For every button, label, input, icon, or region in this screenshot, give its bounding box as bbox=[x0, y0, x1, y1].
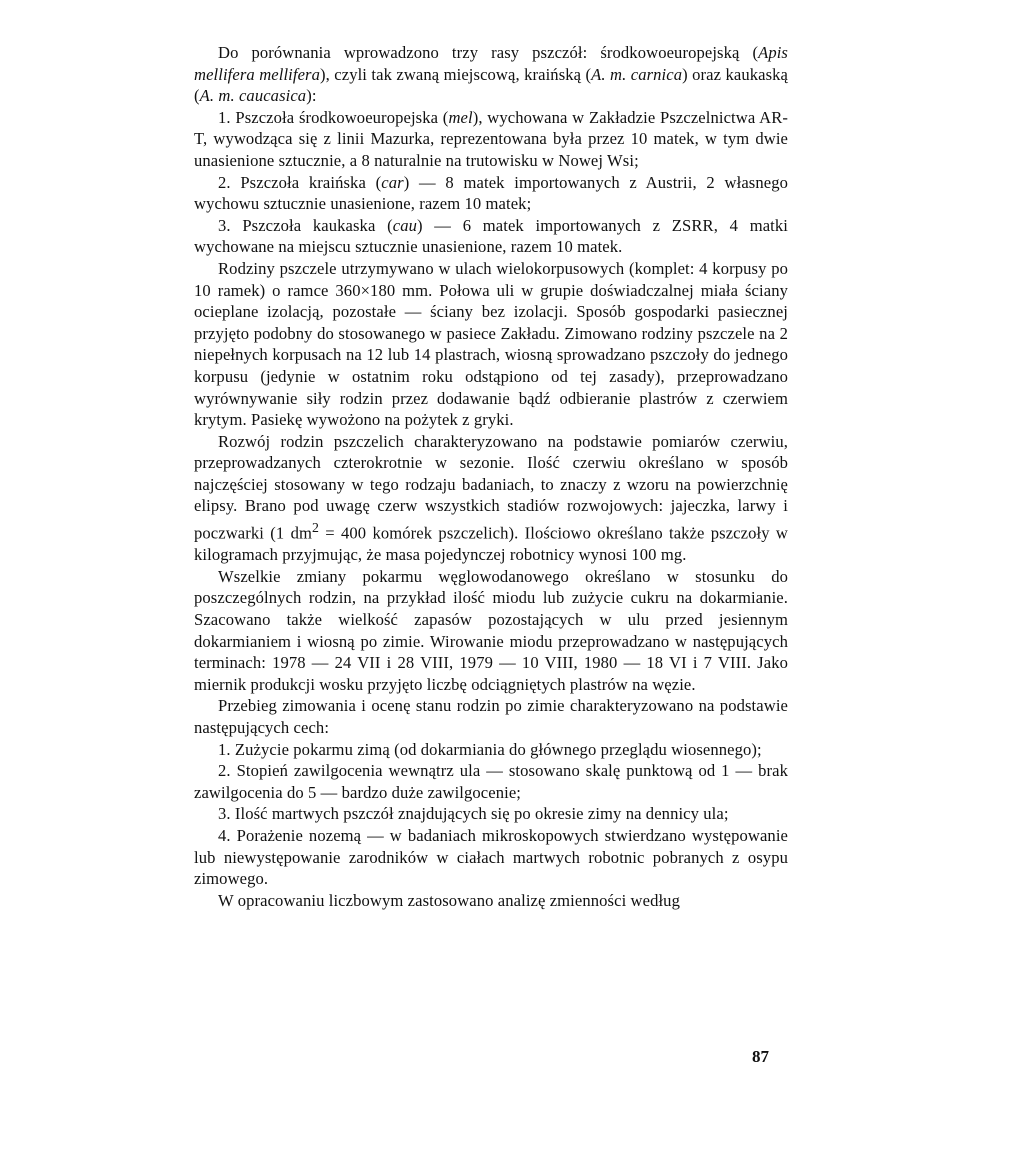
paragraph-breeds-intro bbox=[194, 42, 788, 107]
latin-name: A. m. carnica bbox=[591, 64, 683, 84]
text-run: ) oraz kaukaską ( bbox=[194, 64, 789, 106]
body-text bbox=[194, 42, 788, 911]
text-run: = 400 komórek pszczelich). Ilościowo określano także pszczoły w kilogramach przyjmując, że masa pojedynczej robotnicy wynosi 100 mg. bbox=[194, 523, 788, 565]
paragraph-food: Wszelkie zmiany pokarmu węglowodanowego określano w stosunku do poszczególnych rodzin, na przykład ilość miodu lub zużycie cukru na dokarmianie. Szacowano także wielkość zapasów pozostających w ulu przed jesiennym dokarmianiem i wiosną po zimie. Wirowanie miodu przeprowadzano w następujących terminach: 1978 — 24 VII i 28 VIII, 1979 — 10 VIII, 1980 — 18 VI i 7 VIII. Jako miernik produkcji wosku przyjęto liczbę odciągniętych plastrów na węzie. bbox=[194, 566, 788, 694]
text-run: 1. Pszczoła środkowoeuropejska ( bbox=[218, 107, 449, 127]
paragraph-trait-3: 3. Ilość martwych pszczół znajdujących się po okresie zimy na dennicy ula; bbox=[218, 804, 729, 824]
text-run: ) — 8 matek importowanych z Austrii, 2 własnego wychowu sztucznie unasienione, razem 10 matek; bbox=[194, 172, 788, 214]
breed-abbrev: cau bbox=[392, 215, 417, 235]
paragraph-analysis: W opracowaniu liczbowym zastosowano analizę zmienności według bbox=[218, 890, 680, 910]
text-run: ), wychowana w Zakładzie Pszczelnictwa AR-T, wywodząca się z linii Mazurka, reprezentowana była przez 10 matek, w tym dwie unasienione sztucznie, a 8 naturalnie na trutowisku w Nowej Wsi; bbox=[194, 107, 788, 170]
paragraph-breed-2 bbox=[194, 172, 788, 215]
paragraph-trait-1: 1. Zużycie pokarmu zimą (od dokarmiania do głównego przeglądu wiosennego); bbox=[218, 739, 762, 759]
paragraph-trait-2: 2. Stopień zawilgocenia wewnątrz ula — stosowano skalę punktową od 1 — brak zawilgocenia do 5 — bardzo duże zawilgocenie; bbox=[194, 761, 788, 802]
paragraph-breed-3 bbox=[194, 215, 788, 258]
text-run: 2. Pszczoła kraińska ( bbox=[218, 172, 382, 192]
superscript: 2 bbox=[311, 520, 319, 536]
paragraph-brood bbox=[194, 431, 788, 566]
text-run: ): bbox=[306, 86, 317, 106]
text-run: Do porównania wprowadzono trzy rasy pszczół: środkowoeuropejską ( bbox=[218, 43, 759, 62]
page-content bbox=[194, 42, 788, 911]
paragraph-hives: Rodziny pszczele utrzymywano w ulach wielokorpusowych (komplet: 4 korpusy po 10 ramek) o ramce 360×180 mm. Połowa uli w grupie doświadczalnej miała ściany ocieplane izolacją, pozostałe — ściany bez izolacji. Sposób gospodarki pasiecznej przyjęto podobny do stosowanego w pasiece Zakładu. Zimowano rodziny pszczele na 2 niepełnych korpusach na 12 lub 14 plastrach, wiosną sprowadzano pszczoły do jednego korpusu (jedynie w ostatnim roku odstąpiono od tej zasady), przeprowadzano wyrównywanie siły rodzin przez dodawanie bądź odbieranie plastrów z czerwiem krytym. Pasiekę wywożono na pożytek z gryki. bbox=[194, 258, 788, 430]
breed-abbrev: car bbox=[381, 172, 404, 192]
page-number: 87 bbox=[752, 1047, 769, 1066]
breed-abbrev: mel bbox=[448, 107, 473, 127]
text-run: ), czyli tak zwaną miejscową, kraińską ( bbox=[320, 64, 592, 84]
paragraph-trait-4: 4. Porażenie nozemą — w badaniach mikroskopowych stwierdzano występowanie lub niewystępowanie zarodników w ciałach martwych robotnic pobranych z osypu zimowego. bbox=[194, 825, 788, 889]
latin-name: Apis mellifera mellifera bbox=[194, 43, 788, 84]
paragraph-wintering: Przebieg zimowania i ocenę stanu rodzin po zimie charakteryzowano na podstawie następujących cech: bbox=[194, 696, 788, 737]
text-run: Rozwój rodzin pszczelich charakteryzowano na podstawie pomiarów czerwiu, przeprowadzanych czterokrotnie w sezonie. Ilość czerwiu określano w sposób najczęściej stosowany w tego rodzaju badaniach, to znaczy z wzoru na powierzchnię elipsy. Brano pod uwagę czerw wszystkich stadiów rozwojowych: jajeczka, larwy i poczwarki (1 dm bbox=[194, 431, 788, 543]
latin-name: A. m. caucasica bbox=[199, 86, 307, 106]
paragraph-breed-1 bbox=[194, 107, 788, 172]
text-run: 3. Pszczoła kaukaska ( bbox=[218, 215, 393, 235]
text-run: ) — 6 matek importowanych z ZSRR, 4 matki wychowane na miejscu sztucznie unasienione, razem 10 matek. bbox=[194, 215, 788, 257]
